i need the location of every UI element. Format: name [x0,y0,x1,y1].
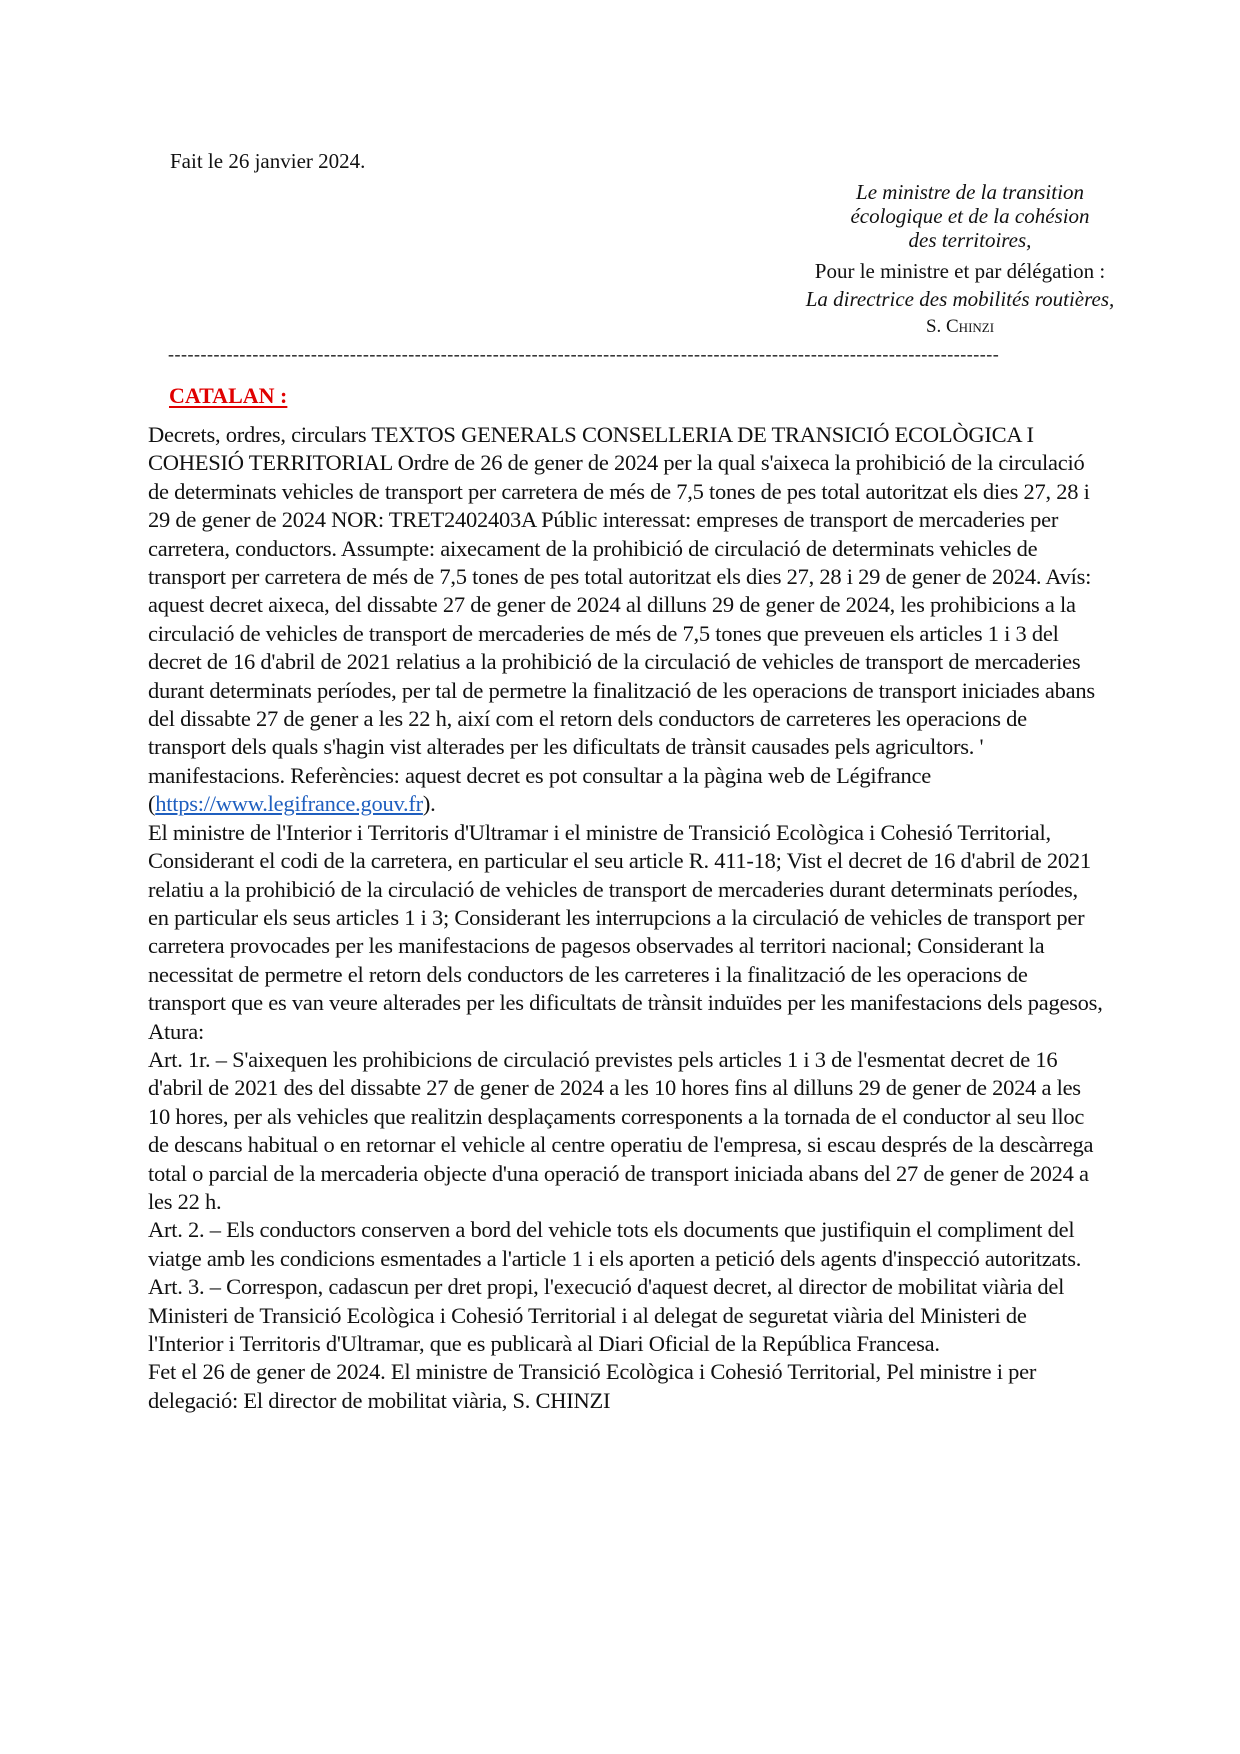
signature-title-line: des territoires, [908,228,1032,252]
intro-paragraph [148,421,1103,819]
dashed-separator: -------------------------------------------------------------------------------------------------------------------------------- [168,344,1000,364]
signature-title-line: écologique et de la cohésion [850,204,1090,228]
article-1: Art. 1r. – S'aixequen les prohibicions de circulació previstes pels articles 1 i 3 de l'esmentat decret de 16 d'abril de 2021 des del dissabte 27 de gener de 2024 a les 10 hores fins al dilluns 29 de gener de 2024 a les 10 hores, per als vehicles que realitzin desplaçaments corresponents a la tornada de el conductor al seu lloc de descans habitual o en retornar el vehicle al centre operatiu de l'empresa, si escau després de la descàrrega total o parcial de la mercaderia objecte d'una operació de transport iniciada abans del 27 de gener de 2024 a les 22 h. [148,1046,1094,1214]
signature-delegation-line: Pour le ministre et par délégation : [814,259,1106,283]
intro-text: Decrets, ordres, circulars TEXTOS GENERALS CONSELLERIA DE TRANSICIÓ ECOLÒGICA I COHESIÓ TERRITORIAL Ordre de 26 de gener de 2024 per la qual s'aixeca la prohibició de la circulació de determinats vehicles de transport per carretera de més de 7,5 tones de pes total autoritzat els dies 27, 28 i 29 de gener de 2024 NOR: TRET2402403A Públic interessat: empreses de transport de mercaderies per carretera, conductors. Assumpte: aixecament de la prohibició de circulació de determinats vehicles de transport per carretera de més de 7,5 tones de pes total autoritzat els dies 27, 28 i 29 de gener de 2024. Avís: aquest decret aixeca, del dissabte 27 de gener de 2024 al dilluns 29 de gener de 2024, les prohibicions a la circulació de vehicles de transport de mercaderies de més de 7,5 tones que preveuen els articles 1 i 3 del decret de 16 d'abril de 2021 relatius a la prohibició de la circulació de vehicles de transport de mercaderies durant determinats períodes, per tal de permetre la finalització de les operacions de transport iniciades abans del dissabte 27 de gener a les 22 h, així com el retorn dels conductors de carreteres les operacions de transport dels quals s'hagin vist alterades per les dificultats de trànsit causades pels agricultors. ' manifestacions. Referències: aquest decret es pot consultar a la pàgina web de Légifrance ( [148,422,1095,817]
catalan-body [148,421,1103,1415]
signature-role-line: La directrice des mobilités routières, [805,287,1115,311]
closing-paragraph: Fet el 26 de gener de 2024. El ministre de Transició Ecològica i Cohesió Territorial, Pel ministre i per delegació: El director de mobilitat viària, S. CHINZI [148,1359,1037,1413]
intro-text-end: ). [422,791,436,817]
article-3: Art. 3. – Correspon, cadascun per dret propi, l'execució d'aquest decret, al director de mobilitat viària del Ministeri de Transició Ecològica i Cohesió Territorial i al delegat de seguretat viària del Ministeri de l'Interior i Territoris d'Ultramar, que es publicarà al Diari Oficial de la República Francesa. [148,1274,1065,1356]
signature-title [790,180,1150,252]
signature-title-line: Le ministre de la transition [856,180,1084,204]
section-heading-catalan: CATALAN : [169,383,288,408]
preamble-paragraph: El ministre de l'Interior i Territoris d'Ultramar i el ministre de Transició Ecològica i Cohesió Territorial, Considerant el codi de la carretera, en particular el seu article R. 411-18; Vist el decret de 16 d'abril de 2021 relatiu a la prohibició de la circulació de vehicles de transport de mercaderies durant determinats períodes, en particular els seus articles 1 i 3; Considerant les interrupcions a la circulació de vehicles de transport per carretera provocades per les manifestacions de pagesos observades al territori nacional; Considerant la necessitat de permetre el retorn dels conductors de les carreteres i la finalització de les operacions de transport que es van veure alterades per les dificultats de trànsit induïdes per les manifestacions dels pagesos, Atura: [148,819,1103,1044]
legifrance-link[interactable]: https://www.legifrance.gouv.fr [155,791,423,817]
article-2: Art. 2. – Els conductors conserven a bord del vehicle tots els documents que justifiquin el compliment del viatge amb les condicions esmentades a l'article 1 i els aporten a petició dels agents d'inspecció autoritzats. [148,1217,1082,1271]
signature-name: S. Chinzi [925,316,995,337]
date-line: Fait le 26 janvier 2024. [170,149,366,173]
